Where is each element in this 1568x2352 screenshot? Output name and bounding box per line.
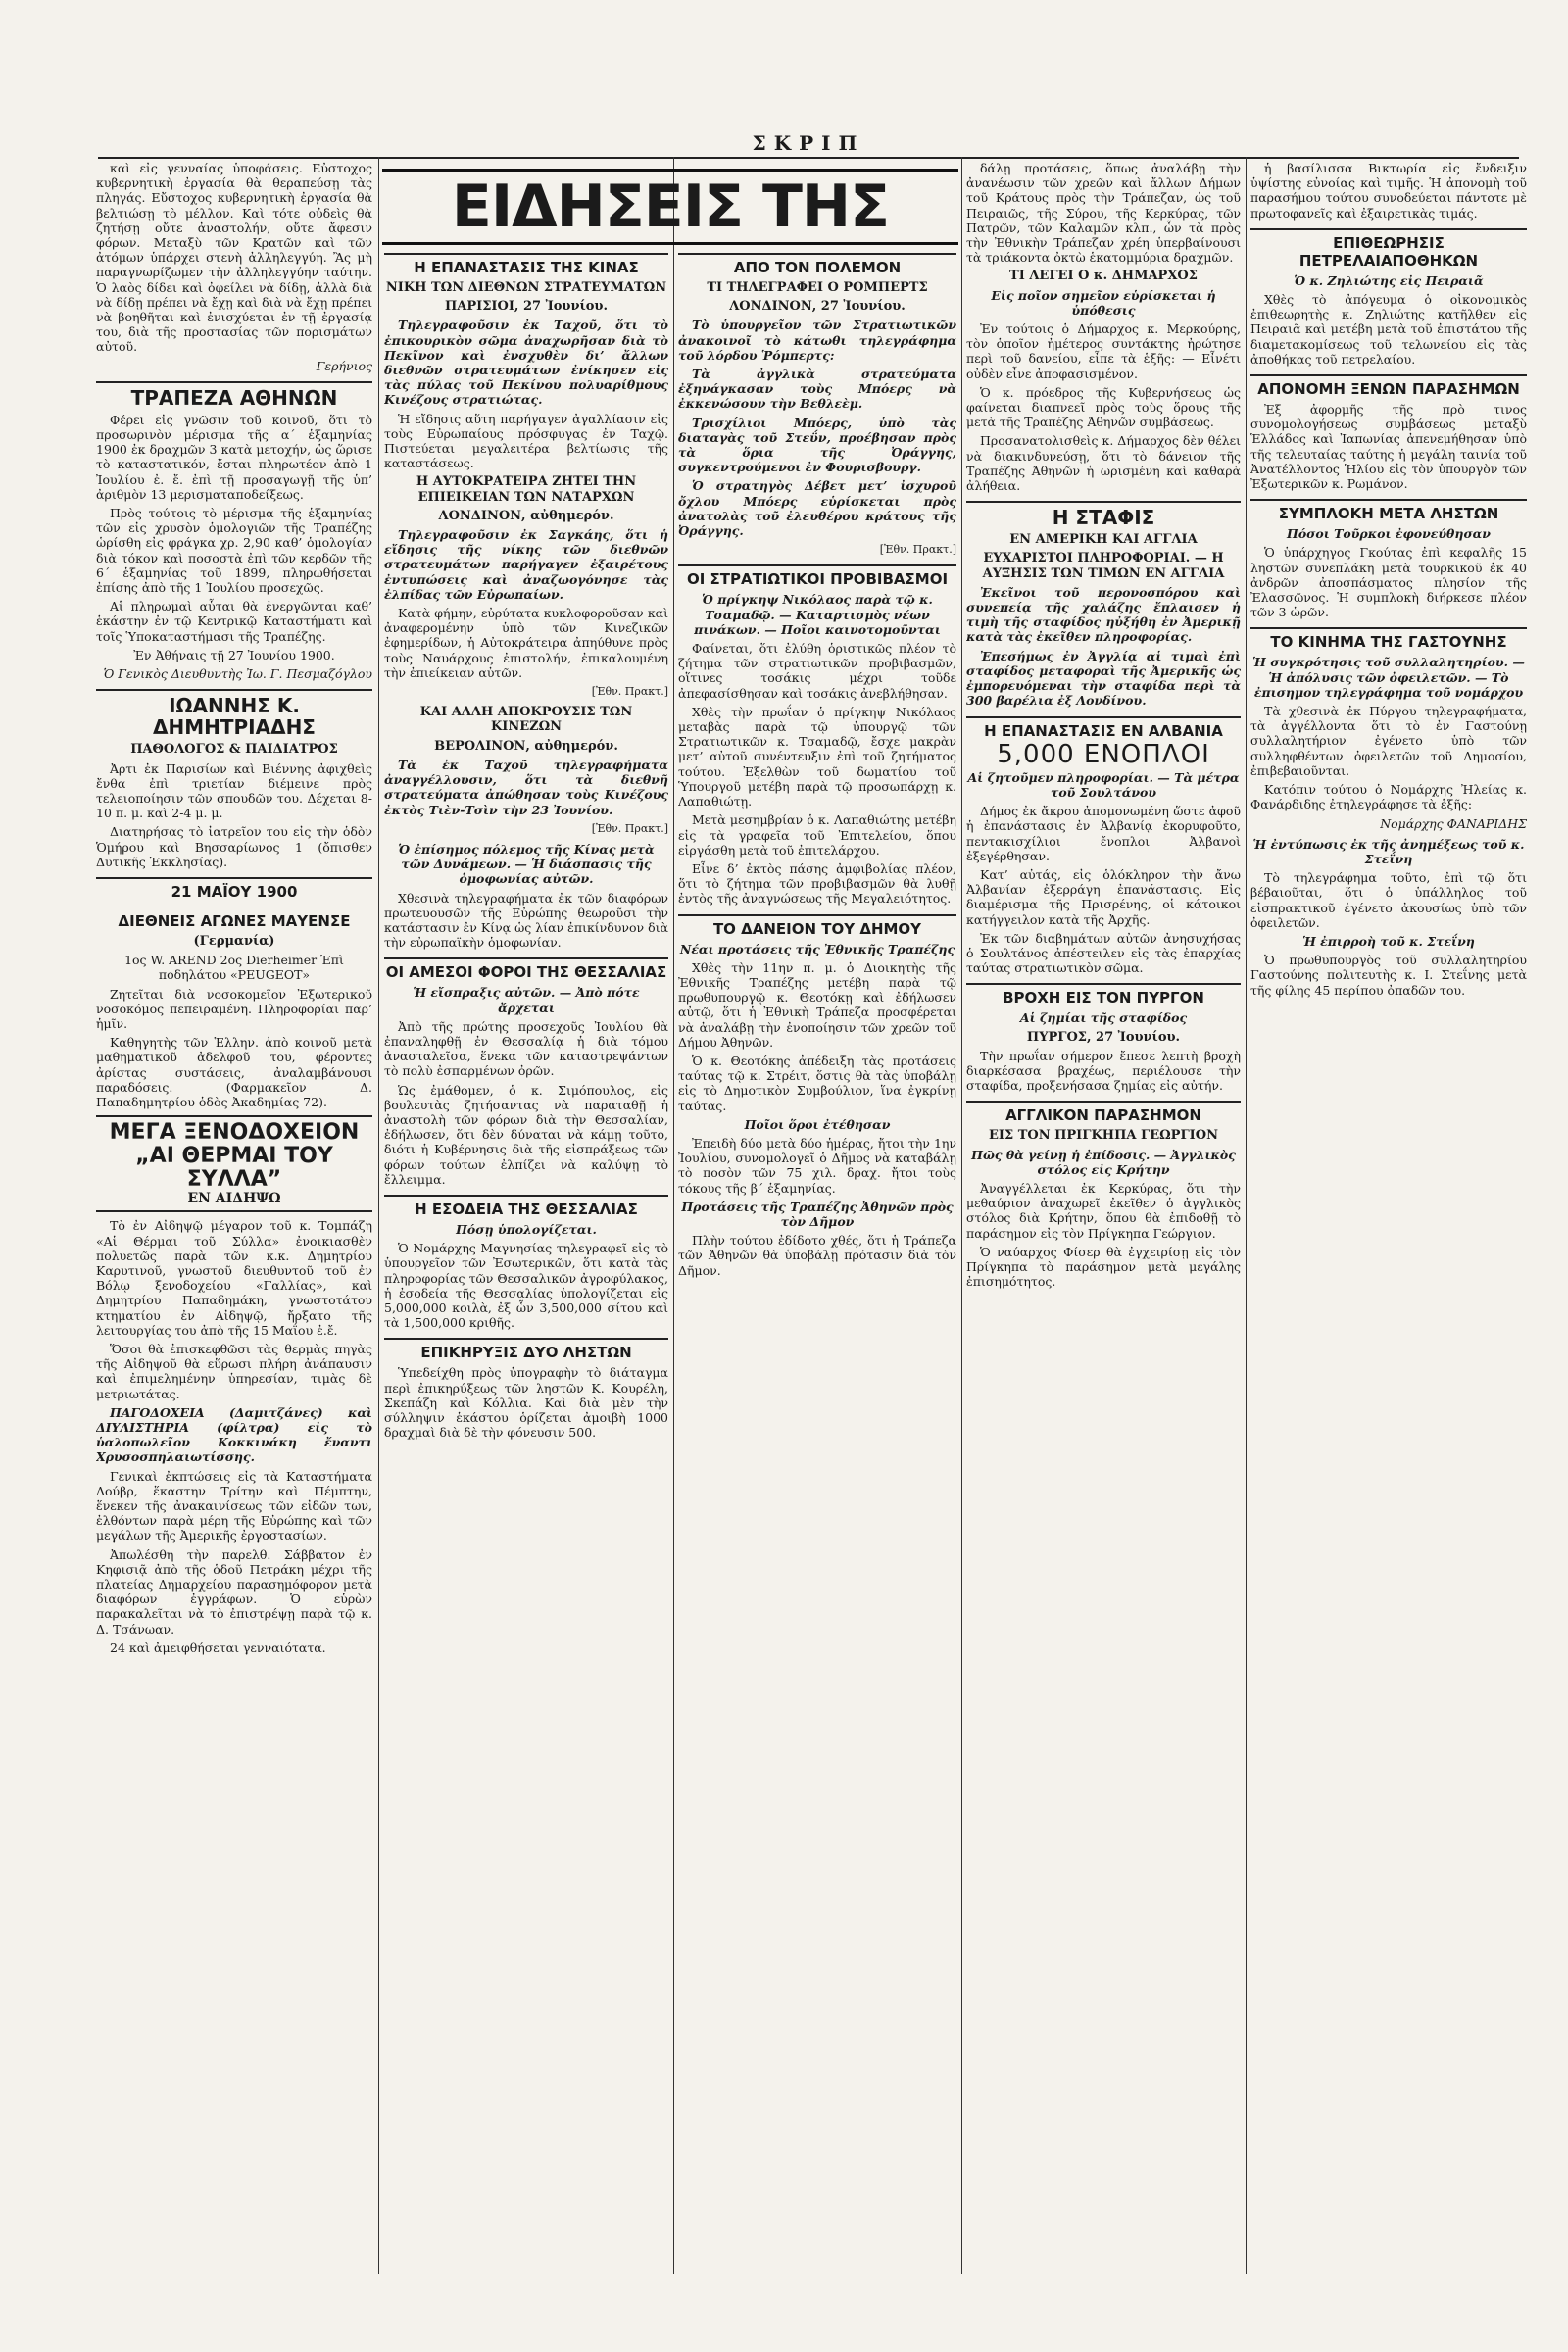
article-text: Προσανατολισθεὶς κ. Δήμαρχος δὲν θέλει νὰ διακινδυνεύσῃ, ὅτι τὸ δάνειον τῆς Τραπέζης Ἀθηνῶν ἡ ωρισμένη καὶ καθαρὰ ἀλήθεια. (966, 433, 1241, 494)
article-text: Ὑπεδείχθη πρὸς ὑπογραφὴν τὸ διάταγμα περὶ ἐπικηρύξεως τῶν ληστῶν Κ. Κουρέλη, Σκεπάζη καὶ Κόλλια. Καὶ διὰ μὲν τὴν σύλληψιν ἑκάστου ὁρίζεται ἀμοιβὴ 1000 δραχμαὶ διὰ δὲ τὴν φόνευσιν 500. (384, 1365, 668, 1441)
article-text: Χθὲς τὸ ἀπόγευμα ὁ οἰκονομικὸς ἐπιθεωρητὴς κ. Ζηλιώτης κατῆλθεν εἰς Πειραιᾶ καὶ μετέβη μετὰ τοῦ ἐπιστάτου τῆς διαμετακομίσεως τοῦ τελωνείου εἰς τὰς ἀποθήκας τοῦ πετρελαίου. (1250, 292, 1527, 367)
heading-thessaly-taxes: ΟΙ ΑΜΕΣΟΙ ΦΟΡΟΙ ΤΗΣ ΘΕΣΣΑΛΙΑΣ (384, 957, 668, 981)
heading-albania-revolution: Η ΕΠΑΝΑΣΤΑΣΙΣ ΕΝ ΑΛΒΑΝΙΑ (966, 716, 1241, 740)
article-text: 1ος W. AREND 2ος Dierheimer Ἐπὶ ποδηλάτου «PEUGEOT» (124, 953, 344, 983)
heading-war: ΑΠΟ ΤΟΝ ΠΟΛΕΜΟΝ (678, 253, 956, 276)
article-lead: Αἱ ζημίαι τῆς σταφίδος (1019, 1010, 1188, 1026)
masthead (98, 131, 1519, 159)
article-text: Τὸ ἐν Αἰδηψῷ μέγαρον τοῦ κ. Τομπάζη «Αἱ Θέρμαι τοῦ Σύλλα» ἐνοικιασθὲν πολυετῶς παρὰ τῶν κ.κ. Δημητρίου Καρυτινοῦ, γνωστοῦ διευθυντοῦ τοῦ ἐν Βόλῳ ξενοδοχείου «Γαλλίας», καὶ Δημητρίου Παπαδημάκη, γνωστοτάτου κτηματίου ἐν Αἰδηψῷ, ἤρξατο τῆς λειτουργίας του ἀπὸ τῆς 15 Μαΐου ἐ.ἔ. (96, 1218, 372, 1338)
source: [Ἐθν. Πρακτ.] (879, 543, 956, 557)
armed-count: 5,000 ΕΝΟΠΛΟΙ (997, 739, 1210, 769)
article-text: Τὸ τηλεγράφημα τοῦτο, ἐπὶ τῷ ὅτι βέβαιοῦται, ὅτι ὁ ὑπάλληλος τοῦ εἰσπρακτικοῦ ἐγένετο ἀκουσίως ὑπὸ τῶν ὀφειλετῶν. (1250, 870, 1527, 930)
article-text: Ὁ κ. Θεοτόκης ἀπέδειξη τὰς προτάσεις ταύτας τῷ κ. Στρέιτ, ὅστις θὰ τὰς ὑποβάλῃ εἰς τὸ Δημοτικὸν Συμβούλιον, ἵνα ἐγκρίνῃ ταύτας. (678, 1053, 956, 1113)
article-lead: Εἰς ποῖον σημεῖον εὑρίσκεται ἡ ὑπόθεσις (991, 287, 1216, 318)
article-lead: Τὰ ἀγγλικὰ στρατεύματα ἐξηνάγκασαν τοὺς Μπόερς νὰ ἐκκενώσουν τὴν Βεθλεὲμ. (678, 367, 956, 412)
article-text: Ὁ κ. πρόεδρος τῆς Κυβερνήσεως ὡς φαίνεται διαπνεεῖ πρὸς τοὺς ὅρους τῆς μετὰ τῆς Τραπέζης Ἀθηνῶν συμβάσεως. (966, 384, 1241, 430)
article-text: Μετὰ μεσημβρίαν ὁ κ. Λαπαθιώτης μετέβη εἰς τὰ γραφεῖα τοῦ Ἐπιτελείου, ὅπου εἰργάσθη μετὰ τοῦ ἐπιτελάρχου. (678, 812, 956, 858)
dateline: Ἐν Ἀθήναις τῇ 27 Ἰουνίου 1900. (133, 647, 335, 662)
article-text: Ἀπὸ τῆς πρώτης προσεχοῦς Ἰουλίου θὰ ἐπαναληφθῇ ἐν Θεσσαλίᾳ ἡ διὰ τόμου ἀνασταλεῖσα, ἕνεκα τῶν καταστρεψάντων τὸ πολὺ ἐσπαρμένων ὀρῶν. (384, 1018, 668, 1079)
source: [Ἐθν. Πρακτ.] (591, 685, 668, 699)
article-lead: Ὁ στρατηγὸς Δέβετ μετ’ ἰσχυροῦ ὄχλου Μπόερς εὑρίσκεται πρὸς ἀνατολὰς τοῦ ἐλευθέρου κράτους τῆς Ὀράγγης. (678, 478, 956, 539)
subheading: ΤΙ ΤΗΛΕΓΡΑΦΕΙ Ο ΡΟΜΠΕΡΤΣ (707, 280, 928, 295)
article-lead: Τρισχίλιοι Μπόερς, ὑπὸ τὰς διαταγὰς τοῦ Στεΰν, προέβησαν πρὸς τὰ ὅρια τῆς Ὀράγγης, συγκεντρούμενοι ἐν Φουρισβουργ. (678, 415, 956, 475)
advert-title: ΜΕΓΑ ΞΕΝΟΔΟΧΕΙΟΝ (109, 1120, 360, 1146)
article-text: Ὁ Νομάρχης Μαγνησίας τηλεγραφεῖ εἰς τὸ ὑπουργεῖον τῶν Ἐσωτερικῶν, ὅτι κατὰ τὰς πληροφορίας τῶν Θεσσαλικῶν ἀγροφύλακος, ἡ ἐσοδεία τῆς Θεσσαλίας ὑπολογίζεται εἰς 5,000,000 κοιλὰ, ἐξ ὧν 3,500,000 σίτου καὶ τὰ 1,500,000 κριθῆς. (384, 1241, 668, 1331)
dateline: ΠΥΡΓΟΣ, 27 Ἰουνίου. (1026, 1029, 1181, 1045)
article-lead: Τὰ ἐκ Ταχοῦ τηλεγραφήματα ἀναγγέλλουσιν, ὅτι τὰ διεθνῆ στρατεύματα ἀπώθησαν τοὺς Κινέζους ἐκτὸς Τιὲν-Τσὶν τὴν 23 Ἰουνίου. (384, 757, 668, 817)
heading-bank-athens: ΤΡΑΠΕΖΑ ΑΘΗΝΩΝ (96, 381, 372, 409)
heading-foreign-medals: ΑΠΟΝΟΜΗ ΞΕΝΩΝ ΠΑΡΑΣΗΜΩΝ (1250, 374, 1527, 398)
article-text: Γενικαὶ ἐκπτώσεις εἰς τὰ Καταστήματα Λούβρ, ἕκαστην Τρίτην καὶ Πέμπτην, ἕνεκεν τῆς ἀνακαινίσεως τῶν εἰδῶν των, ἐλθόντων παρὰ μέρη τῆς Εὐρώπης καὶ τῶν μεγάλων τῆς Ἀμερικῆς ἐργοστασίων. (96, 1468, 372, 1544)
article-lead: Ἡ συγκρότησις τοῦ συλλαλητηρίου. — Ἡ ἀπόλυσις τῶν ὀφειλετῶν. — Τὸ ἐπισημον τηλεγράφημα τοῦ νομάρχου (1252, 655, 1525, 700)
article-text: Ἐκ τῶν διαβημάτων αὐτῶν ἀνησυχήσας ὁ Σουλτάνος ἀπέστειλεν εἰς τὰς ἐπαρχίας ταύτας στρατιωτικὸν σῶμα. (966, 930, 1241, 976)
article-lead: Πόσῃ ὑπολογίζεται. (456, 1221, 597, 1237)
article-lead: Αἱ ζητοῦμεν πληροφορίαι. — Τὰ μέτρα τοῦ Σουλτάνου (967, 769, 1240, 800)
article-text: Τὰ χθεσινὰ ἐκ Πύργου τηλεγραφήματα, τὰ ἀγγέλλοντα ὅτι τὸ ἐν Γαστούνῃ συλλαλητήριον ἐγένετο ὑπὸ τῶν συλληφθέντων ὀφειλετῶν τοῦ Δημοσίου, ἐπιβεβαιοῦνται. (1250, 704, 1527, 778)
heading-china-revolution: Η ΕΠΑΝΑΣΤΑΣΙΣ ΤΗΣ ΚΙΝΑΣ (384, 253, 668, 276)
article-text: Πρὸς τούτοις τὸ μέρισμα τῆς ἑξαμηνίας τῶν εἰς χρυσὸν ὁμολογιῶν τῆς Τραπέζης ὡρίσθη εἰς φράγκα χρ. 2,90 καθ’ ὁμολογίαν διὰ τόκον καὶ ποσοστὰ ἐπὶ τῶν κερδῶν τῆς 6΄ ἑξαμηνίας τοῦ 1899, πληρωθήσεται ἐπίσης ἀπὸ τῆς 1 Ἰουλίου προσεχῶς. (96, 506, 372, 596)
heading-bandit-clash: ΣΥΜΠΛΟΚΗ ΜΕΤΑ ΛΗΣΤΩΝ (1250, 499, 1527, 522)
signature: Γερήνιος (316, 358, 372, 373)
article-text: Χθεσινὰ τηλεγραφήματα ἐκ τῶν διαφόρων πρωτευουσῶν τῆς Εὐρώπης θεωροῦσι τὴν κατάστασιν ἐν Κίνᾳ ὡς λίαν ἐπικίνδυνον διὰ τὴν εὐρωπαϊκὴν ὁμοφωνίαν. (384, 890, 668, 951)
article-lead: Πῶς θὰ γείνῃ ἡ ἐπίδοσις. — Ἀγγλικὸς στόλος εἰς Κρήτην (971, 1147, 1236, 1177)
advert-subtitle: ΕΝ ΑΙΔΗΨΩ (187, 1191, 281, 1207)
subheading: ΝΙΚΗ ΤΩΝ ΔΙΕΘΝΩΝ ΣΤΡΑΤΕΥΜΑΤΩΝ (385, 280, 667, 295)
column-rule (1246, 157, 1247, 2274)
article-text: Ἀπωλέσθη τὴν παρελθ. Σάββατον ἐν Κηφισιᾷ ἀπὸ τῆς ὁδοῦ Πετράκη μέχρι τῆς πλατείας Δημαρχείου παρασημόφορον μετὰ διαφόρων ἐγγράφων. Ὁ εὑρὼν παρακαλεῖται νὰ τὸ ἐπιστρέψῃ παρὰ τῷ κ. Δ. Τσάνωαν. (96, 1546, 372, 1637)
column-rule (673, 157, 674, 2274)
article-text: Κατ’ αὐτάς, εἰς ὁλόκληρον τὴν ἄνω Ἀλβανίαν ἐξερράγη ἐπανάστασις. Εἰς διαμέρισμα τῆς Πρισρένης, οἱ κάτοικοι κατήγγειλον κατὰ τῆς Ἀρχῆς. (966, 866, 1241, 927)
article-text: Ἐπειδὴ δύο μετὰ δύο ἡμέρας, ἤτοι τὴν 1ην Ἰουλίου, συνομολογεῖ ὁ Δῆμος νὰ καταβάλῃ τὸ ποσὸν τῶν 75 χιλ. δραχ. ἤτοι τοὺς τόκους τῆς β΄ ἑξαμηνίας. (678, 1135, 956, 1196)
article-lead: Ποῖοι ὅροι ἐτέθησαν (744, 1116, 891, 1132)
dateline: ΛΟΝΔΙΝΟΝ, 27 Ἰουνίου. (729, 299, 906, 315)
source: [Ἐθν. Πρακτ.] (591, 821, 668, 835)
article-text: Ὡς ἐμάθομεν, ὁ κ. Σιμόπουλος, εἰς βουλευτὰς ζητήσαντας νὰ παραταθῇ ἡ ἀναστολὴ τῶν φόρων διὰ τὴν Θεσσαλίαν, ἐδήλωσεν, ὅτι δὲν δύναται νὰ κάμῃ τοῦτο, διότι ἡ Κυβέρνησις διὰ τῆς εἰσπράξεως τῶν φόρων τούτων ἐλπίζει νὰ καλύψῃ τὸ ἔλλειμμα. (384, 1082, 668, 1187)
article-lead: Ἐπεσήμως ἐν Ἀγγλίᾳ αἱ τιμαὶ ἐπὶ σταφίδος μεταφοραὶ τῆς Ἀμερικῆς ὡς ἐμπορευόμεναι τὴν σταφίδα περὶ τὰ 300 βαρέλια ἐξ Λονδίνου. (966, 648, 1241, 709)
heading-english-medal: ΑΓΓΛΙΚΟΝ ΠΑΡΑΣΗΜΟΝ (966, 1101, 1241, 1124)
masthead-title: ΣΚΡΙΠ (752, 131, 865, 155)
article-text: Κατὰ φήμην, εὐρύτατα κυκλοφοροῦσαν καὶ ἀναφερομένην ὑπὸ τῶν Κινεζικῶν ἐφημερίδων, ἡ Αὐτοκράτειρα ἀπηύθυνε πρὸς τοὺς Ναυάρχους ἐπιστολήν, ἐπικαλουμένη τὴν ἐπιείκειαν αὐτῶν. (384, 606, 668, 680)
article-lead: Ἡ ἐπιρροὴ τοῦ κ. Στεΐνη (1302, 933, 1475, 949)
article-text: Ὁ ναύαρχος Φίσερ θὰ ἐγχειρίσῃ εἰς τὸν Πρίγκηπα τὸ παράσημον μετὰ μεγάλης ἐπισημότητος. (966, 1244, 1241, 1290)
dateline: ΠΑΡΙΣΙΟΙ, 27 Ἰουνίου. (445, 299, 608, 315)
article-lead: Πόσοι Τοῦρκοι ἐφονεύθησαν (1287, 526, 1491, 542)
dateline: ΛΟΝΔΙΝΟΝ, αὐθημερόν. (438, 508, 614, 523)
hotel-advert (96, 1115, 372, 1212)
subheading: ΠΑΘΟΛΟΓΟΣ & ΠΑΙΔΙΑΤΡΟΣ (130, 742, 338, 758)
article-lead: Τηλεγραφοῦσιν ἐκ Σαγκάης, ὅτι ἡ εἴδησις τῆς νίκης τῶν διεθνῶν στρατευμάτων παρήγαγεν ἐξαιρέτους ἐντυπώσεις καὶ ἀναζωογόνησε τὰς ἐλπίδας τῶν Εὐρωπαίων. (384, 527, 668, 602)
article-text: Πλὴν τούτου ἐδίδοτο χθές, ὅτι ἡ Τράπεζα τῶν Ἀθηνῶν θὰ ὑποβάλῃ πρότασιν διὰ τὸν Δῆμον. (678, 1233, 956, 1278)
article-text: Ἐν τούτοις ὁ Δήμαρχος κ. Μερκούρης, τὸν ὁποῖον ἠμέτερος συντάκτης ἠρώτησε περὶ τοῦ δανείου, εἶπε τὰ ἑξῆς: — Εἶνέτι οὐδὲν εἶνε ἀποφασισμένον. (966, 321, 1241, 381)
news-of-the-day-banner: ΕΙΔΗΣΕΙΣ ΤΗΣ (382, 169, 958, 245)
article-lead: Ἡ εἴσπραξις αὐτῶν. — Ἀπὸ πότε ἄρχεται (413, 985, 640, 1015)
article-text: Ὅσοι θὰ ἐπισκεφθῶσι τὰς θερμὰς πηγὰς τῆς Αἰδηψοῦ θὰ εὕρωσι πλήρη ἀνάπαυσιν καὶ ἐπιμελημένην ὑπηρεσίαν, τιμὰς δὲ μετριωτάτας. (96, 1341, 372, 1401)
heading-petroleum-depots: ΕΠΙΘΕΩΡΗΣΙΣ ΠΕΤΡΕΛΑΙΑΠΟΘΗΚΩΝ (1250, 228, 1527, 270)
column-3 (678, 245, 956, 2352)
column-1 (96, 161, 372, 2268)
article-text: Ὁ πρωθυπουργὸς τοῦ συλλαλητηρίου Γαστούνης πολιτευτὴς κ. Ι. Στεΐνης μετὰ τῆς φίλης 45 περίπου ὀπαδῶν του. (1250, 953, 1527, 998)
dateline: ΒΕΡΟΛΙΝΟΝ, αὐθημερόν. (434, 738, 618, 754)
article-text: Ἀρτι ἐκ Παρισίων καὶ Βιέννης ἀφιχθεὶς ἔνθα ἐπὶ τριετίαν διέμεινε πρὸς τελειοποίησιν τῶν σπουδῶν του. Δέχεται 8-10 π. μ. καὶ 2-4 μ. μ. (96, 760, 372, 821)
article-lead: Τηλεγραφοῦσιν ἐκ Ταχοῦ, ὅτι τὸ ἐπικουρικὸν σῶμα ἀναχωρῆσαν διὰ τὸ Πεκῖνον καὶ ἐνσχυθὲν δι’ ἄλλων διεθνῶν στρατευμάτων ἐνίκησεν εἰς τὰς πύλας τοῦ Πεκίνου πολυαρίθμους Κινέζους στρατιώτας. (384, 318, 668, 408)
signature: Νομάρχης ΦΑΝΑΡΙΔΗΣ (1380, 815, 1527, 831)
heading-rain-pyrgos: ΒΡΟΧΗ ΕΙΣ ΤΟΝ ΠΥΡΓΟΝ (966, 983, 1241, 1006)
article-text: Ἀναγγέλλεται ἐκ Κερκύρας, ὅτι τὴν μεθαύριον ἀναχωρεῖ ἐκεῖθεν ὁ ἀγγλικὸς στόλος διὰ Κρήτην, ὅπου θὰ ἐπιδοθῇ τὸ παράσημον εἰς τὸν Πρίγκηπα Γεώργιον. (966, 1180, 1241, 1241)
heading-currant: Η ΣΤΑΦΙΣ (966, 501, 1241, 528)
heading-doctor: ΙΩΑΝΝΗΣ Κ. ΔΗΜΗΤΡΙΑΔΗΣ (96, 689, 372, 738)
article-lead: Προτάσεις τῆς Τραπέζης Ἀθηνῶν πρὸς τὸν Δῆμον (681, 1199, 954, 1229)
heading-races: ΔΙΕΘΝΕΙΣ ΑΓΩΝΕΣ ΜΑΥΕΝΣΕ (118, 911, 351, 930)
article-text: Φέρει εἰς γνῶσιν τοῦ κοινοῦ, ὅτι τὸ προσωρινὸν μέρισμα τῆς α΄ ἑξαμηνίας 1900 ἐκ δραχμῶν 3 κατὰ μετοχήν, ὡς ὥρισε τὸ καταστατικόν, ἔσται πληρωτέον ἀπὸ 1 Ἰουλίου ἐ. ἔ. ἐπὶ τῇ προσαγωγῇ τῆς ὑπ’ ἀριθμὸν 13 μερισματαποδείξεως. (96, 412, 372, 502)
subheading: ΕΙΣ ΤΟΝ ΠΡΙΓΚΗΠΑ ΓΕΩΡΓΙΟΝ (989, 1128, 1218, 1144)
heading-municipal-loan: ΤΟ ΔΑΝΕΙΟΝ ΤΟΥ ΔΗΜΟΥ (678, 914, 956, 938)
article-text: Δήμος ἐκ ἄκρου ἀπομονωμένη ὥστε ἀφοῦ ἡ ἐπανάστασις ἐν Ἀλβανίᾳ ἐκορυφοῦτο, πεντακισχίλιοι ἔνοπλοι Ἀλβανοὶ ἐξεγέρθησαν. (966, 804, 1241, 863)
article-text: Καθηγητὴς τῶν Ἑλλην. ἀπὸ κοινοῦ μετὰ μαθηματικοῦ ἀδελφοῦ του, φέροντες ἀρίστας συστάσεις, ἀναλαμβάνουσι παραδόσεις. (Φαρμακεῖον Δ. Παπαδημητρίου ὁδὸς Ἀκαδημίας 72). (96, 1035, 372, 1109)
subheading: ΕΝ ΑΜΕΡΙΚΗ ΚΑΙ ΑΓΓΛΙΑ (1009, 532, 1198, 548)
article-text: Χθὲς τὴν 11ην π. μ. ὁ Διοικητὴς τῆς Ἐθνικῆς Τραπέζης μετέβη παρὰ τῷ πρωθυπουργῷ κ. Θεοτόκῃ καὶ ἐδήλωσεν αὐτῷ, ὅτι ἡ Ἐθνικὴ Τράπεζα προσφέρεται νὰ ἀναλάβῃ τὴν ἐνοποίησιν τῶν χρεῶν τοῦ Δήμου Ἀθηνῶν. (678, 959, 956, 1050)
article-text: ἡ βασίλισσα Βικτωρία εἰς ἔνδειξιν ὑψίστης εὐνοίας καὶ τιμῆς. Ἡ ἀπονομὴ τοῦ παρασήμου τούτου συνοδεύεται πάντοτε μὲ πρωτοφανεῖς καὶ ἐξαιρετικὰς τιμάς. (1250, 161, 1527, 220)
article-lead: Ἡ ἐντύπωσις ἐκ τῆς ἀνημέξεως τοῦ κ. Στεΐνη (1252, 836, 1525, 866)
subheading: ΤΙ ΛΕΓΕΙ Ο κ. ΔΗΜΑΡΧΟΣ (1009, 269, 1198, 284)
column-rule (961, 157, 962, 2274)
heading-bandits-bounty: ΕΠΙΚΗΡΥΞΙΣ ΔΥΟ ΛΗΣΤΩΝ (384, 1338, 668, 1361)
heading-thessaly-harvest: Η ΕΣΟΔΕΙΑ ΤΗΣ ΘΕΣΣΑΛΙΑΣ (384, 1195, 668, 1218)
column-rule (378, 157, 379, 2274)
article-lead: Ὁ πρίγκηψ Νικόλαος παρὰ τῷ κ. Τσαμαδῷ. — Καταρτισμὸς νέων πινάκων. — Ποῖοι καινοτομοῦνται (694, 592, 941, 637)
article-text: Τὴν πρωΐαν σήμερον ἔπεσε λεπτὴ βροχὴ διαρκέσασα βραχέως, περιέλουσε τὴν σταφίδα, προξενήσασα ζημίας εἰς αὐτήν. (966, 1048, 1241, 1094)
article-text: Ἐξ ἀφορμῆς τῆς πρὸ τινος συνομολογήσεως συμβάσεως μεταξὺ Ἑλλάδος καὶ Ἰαπωνίας ἀπενεμήθησαν ὑπὸ τῆς τελευταίας ταύτης ἡ μεγάλη ταινία τοῦ Ἀνατέλλοντος Ἡλίου εἰς τὸν ὑπουργὸν τῶν Ἐξωτερικῶν κ. Ρωμάνον. (1250, 402, 1527, 492)
article-text: καὶ εἰς γενναίας ὑποφάσεις. Εὐστοχος κυβερνητικὴ ἐργασία θὰ θεραπεύσῃ τὰς πληγάς. Εὔστοχος κυβερνητικὴ ἐργασία θὰ βελτιώσῃ τὸ μέλλον. Καὶ τότε οὐδεὶς θὰ ζητήσῃ οὔτε ἀναστολήν, οὔτε ἄφεσιν φόρων. Μεταξὺ τῶν Κρατῶν καὶ τῶν ἀτόμων ὑπάρχει στενὴ ἀλληλεγγύη. Ἂς μὴ παραγνωρίζωμεν τὴν ἀλληλεγγύην ταύτην. Ὁ λαὸς δίδει καὶ ὀφείλει νὰ δίδῃ, ἀλλὰ διὰ νὰ δίδῃ πρέπει νὰ ἔχῃ καὶ διὰ νὰ ἔχῃ πρέπει νὰ βοηθῆται καὶ ἐνισχύεται ἐν τῇ ἐργασίᾳ του, διὰ τῆς προστασίας τῶν πορισμάτων αὐτοῦ. (96, 161, 372, 355)
subheading: (Γερμανία) (193, 933, 275, 949)
subheading: ΕΥΧΑΡΙΣΤΟΙ ΠΛΗΡΟΦΟΡΙΑΙ. — Η ΑΥΞΗΣΙΣ ΤΩΝ ΤΙΜΩΝ ΕΝ ΑΓΓΛΙΑ (982, 551, 1225, 581)
article-text: Αἱ πληρωμαὶ αὗται θὰ ἐνεργῶνται καθ’ ἑκάστην ἐν τῷ Κεντρικῷ Καταστήματι καὶ τοῖς Ὑποκαταστήμασι τῆς Τραπέζης. (96, 599, 372, 644)
article-lead: Νέαι προτάσεις τῆς Ἐθνικῆς Τραπέζης (679, 941, 956, 956)
heading-military-promotions: ΟΙ ΣΤΡΑΤΙΩΤΙΚΟΙ ΠΡΟΒΙΒΑΣΜΟΙ (678, 564, 956, 588)
article-text: Εἶνε δ’ ἐκτὸς πάσης ἀμφιβολίας πλέον, ὅτι τὸ ζήτημα τῶν προβιβασμῶν θὰ λυθῇ ἐντὸς τῆς ἀναγνώσεως τῆς Μεγαλειότητος. (678, 860, 956, 906)
signature: Ὁ Γενικὸς Διευθυντὴς Ἰω. Γ. Πεσμαζόγλου (103, 666, 372, 682)
date-banner: 21 ΜΑΪΟΥ 1900 (96, 877, 372, 901)
article-text: Φαίνεται, ὅτι ἐλύθη ὁριστικῶς πλέον τὸ ζήτημα τῶν στρατιωτικῶν προβιβασμῶν, οἵτινες τοσάκις μέχρι τοῦδε ἀπεφασίσθησαν καὶ τοσάκις ἀνεβλήθησαν. (678, 641, 956, 701)
advert-title: „ΑΙ ΘΕΡΜΑΙ ΤΟΥ ΣΥΛΛΑ” (135, 1144, 333, 1193)
subheading: Η ΑΥΤΟΚΡΑΤΕΙΡΑ ΖΗΤΕΙ ΤΗΝ ΕΠΙΕΙΚΕΙΑΝ ΤΩΝ ΝΑΤΑΡΧΩΝ (416, 474, 637, 505)
article-text: Ὁ ὑπάρχηγος Γκούτας ἐπὶ κεφαλῆς 15 ληστῶν συνεπλάκη μετὰ τουρκικοῦ ἐκ 40 ἀνδρῶν ἀποσπάσματος πλησίον τῆς Ἐλασσῶνος. Ἡ συμπλοκὴ διήρκεσε πλέον τῶν 3 ὡρῶν. (1250, 545, 1527, 620)
subheading: ΚΑΙ ΑΛΛΗ ΑΠΟΚΡΟΥΣΙΣ ΤΩΝ ΚΙΝΕΖΩΝ (419, 705, 633, 735)
article-lead: Ὁ ἐπίσημος πόλεμος τῆς Κίνας μετὰ τῶν Δυνάμεων. — Ἡ διάσπασις τῆς ὁμοφωνίας αὐτῶν. (398, 841, 655, 887)
article-text: 24 καὶ ἀμειφθήσεται γενναιότατα. (110, 1640, 326, 1655)
article-text: Διατηρήσας τὸ ἰατρεῖον του εἰς τὴν ὁδὸν Ὁμήρου καὶ Βησσαρίωνος 1 (ὄπισθεν Δυτικῆς Ἐκκλησίας). (96, 824, 372, 869)
article-text: Ἡ εἴδησις αὕτη παρήγαγεν ἀγαλλίασιν εἰς τοὺς Εὐρωπαίους πρόσφυγας ἐν Ταχῷ. Πιστεύεται μεγαλειτέρα βελτίωσις τῆς καταστάσεως. (384, 411, 668, 471)
article-text: Ζητεῖται διὰ νοσοκομεῖον Ἐξωτερικοῦ νοσοκόμος πεπειραμένη. Πληροφορίαι παρ’ ἡμῖν. (96, 986, 372, 1031)
column-4 (966, 161, 1241, 2268)
article-text: Κατόπιν τούτου ὁ Νομάρχης Ἠλείας κ. Φανάρδιδης ἐτηλεγράφησε τὰ ἑξῆς: (1250, 782, 1527, 812)
article-lead: ΠΑΓΟΔΟΧΕΙΑ (Δαμιτζάνες) καὶ ΔΙΥΛΙΣΤΗΡΙΑ (φίλτρα) εἰς τὸ ὑαλοπωλεῖον Κοκκινάκη ἔναντι Χρυσοσπηλαιωτίσσης. (96, 1404, 372, 1465)
article-lead: Ὁ κ. Ζηλιώτης εἰς Πειραιᾶ (1294, 272, 1484, 288)
article-text: δάλῃ προτάσεις, ὅπως ἀναλάβῃ τὴν ἀνανέωσιν τῶν χρεῶν καὶ ἄλλων Δήμων τοῦ Κράτους πρὸς τὴν Τράπεζαν, ὡς τοῦ Πειραιῶς, τῆς Σύρου, τῆς Κερκύρας, τῶν Πατρῶν, τῶν Καλαμῶν κλπ., ὧν τὰ πρὸς τὴν Ἐθνικὴν Τράπεζαν χρέη ὑπερβαίνουσι τὰ τριάκοντα ὀκτὼ ἑκατομμύρια δραχμῶν. (966, 161, 1241, 266)
column-5 (1250, 161, 1527, 2268)
article-text: Χθὲς τὴν πρωΐαν ὁ πρίγκηψ Νικόλαος μεταβὰς παρὰ τῷ ὑπουργῷ τῶν Στρατιωτικῶν κ. Τσαμαδῷ, ἔσχε μακρὰν μετ’ αὐτοῦ συνέντευξιν ἐπὶ τοῦ ζητήματος τούτου. Ἐξελθὼν τοῦ δωματίου τοῦ Ὑπουργοῦ μετέβη παρὰ τῷ προσωπάρχῃ κ. Λαπαθιώτῃ. (678, 704, 956, 809)
article-lead: Ἐκεῖνοι τοῦ περονοσπόρου καὶ συνεπείᾳ τῆς χαλάζης ἔπλαισεν ἡ τιμὴ τῆς σταφίδος ηὐξήθη ἐν Ἀμερικῇ κατὰ τὰς ἐκεῖθεν πληροφορίας. (966, 584, 1241, 645)
article-lead: Τὸ ὑπουργεῖον τῶν Στρατιωτικῶν ἀνακοινοῖ τὸ κάτωθι τηλεγράφημα τοῦ λόρδου Ῥόμπερτς: (678, 318, 956, 363)
column-2 (384, 245, 668, 2352)
heading-gastouni-movement: ΤΟ ΚΙΝΗΜΑ ΤΗΣ ΓΑΣΤΟΥΝΗΣ (1250, 627, 1527, 651)
